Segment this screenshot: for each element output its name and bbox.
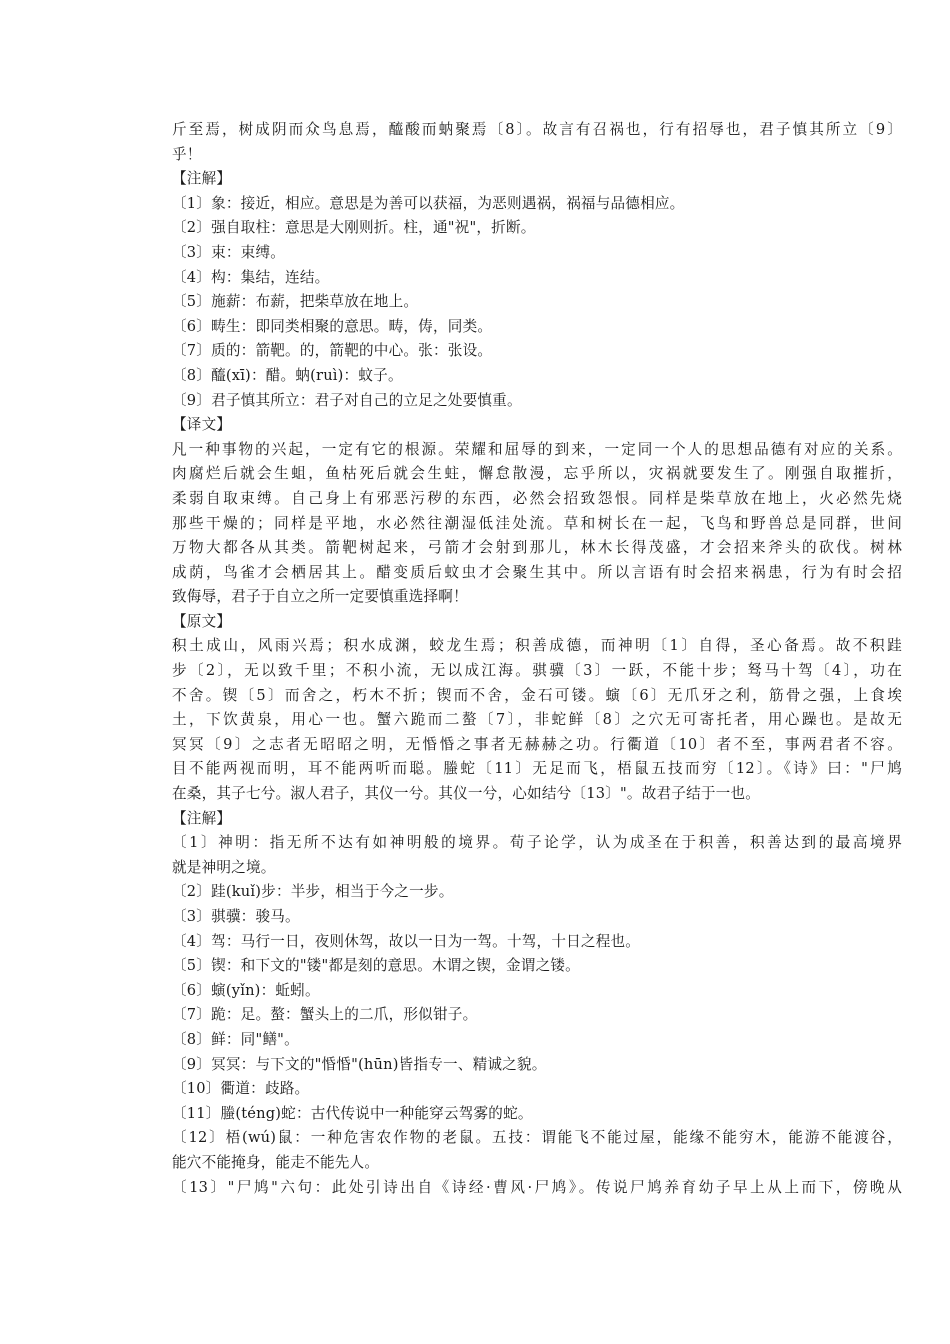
text-line: 柔弱自取束缚。自己身上有邪恶污秽的东西，必然会招致怨恨。同样是柴草放在地上，火必然先烧 (172, 489, 902, 507)
text-line: 就是神明之境。 (172, 858, 276, 876)
text-line: 冥冥〔9〕之志者无昭昭之明，无惛惛之事者无赫赫之功。行衢道〔10〕者不至，事两君者不容。 (172, 735, 902, 753)
text-line: 致侮辱，君子于自立之所一定要慎重选择啊！ (172, 588, 468, 606)
text-line: 〔5〕锲：和下文的"镂"都是刻的意思。木谓之锲，金谓之镂。 (172, 957, 580, 975)
text-line: 万物大都各从其类。箭靶树起来，弓箭才会射到那儿，林木长得茂盛，才会招来斧头的砍伐。树林 (172, 539, 902, 557)
text-line: 〔2〕强自取柱：意思是大刚则折。柱，通"祝"，折断。 (172, 219, 536, 237)
text-line: 能穴不能掩身，能走不能先人。 (172, 1153, 380, 1171)
text-line: 〔8〕鲜：同"鳝"。 (172, 1030, 299, 1048)
text-line: 〔13〕"尸鸠"六句：此处引诗出自《诗经·曹风·尸鸠》。传说尸鸠养育幼子早上从上而下，傍晚从 (172, 1178, 902, 1196)
text-line: 凡一种事物的兴起，一定有它的根源。荣耀和屈辱的到来，一定同一个人的思想品德有对应的关系。 (172, 440, 902, 458)
text-line: 〔8〕醯(xī)：醋。蚋(ruì)：蚊子。 (172, 366, 403, 384)
text-line: 〔2〕跬(kuǐ)步：半步，相当于今之一步。 (172, 883, 454, 901)
text-line: 〔7〕跪：足。螯：蟹头上的二爪，形似钳子。 (172, 1006, 478, 1024)
text-line: 在桑，其子七兮。淑人君子，其仪一兮。其仪一兮，心如结兮〔13〕"。故君子结于一也。 (172, 785, 761, 803)
text-line: 那些干燥的；同样是平地，水必然往潮湿低洼处流。草和树长在一起，飞鸟和野兽总是同群，世间 (172, 514, 902, 532)
text-line: 〔1〕神明：指无所不达有如神明般的境界。荀子论学，认为成圣在于积善，积善达到的最高境界 (172, 834, 902, 852)
text-line: 〔3〕骐骥：骏马。 (172, 908, 300, 925)
document-body (172, 118, 902, 1200)
text-line: 积土成山，风雨兴焉；积水成渊，蛟龙生焉；积善成德，而神明〔1〕自得，圣心备焉。故不积跬 (172, 637, 902, 655)
text-line: 〔5〕施薪：布薪，把柴草放在地上。 (172, 293, 419, 311)
text-line: 〔9〕君子慎其所立：君子对自己的立足之处要慎重。 (172, 391, 522, 409)
text-line: 肉腐烂后就会生蛆，鱼枯死后就会生蛀，懈怠散漫，忘乎所以，灾祸就要发生了。刚强自取摧折， (172, 465, 902, 483)
text-line: 目不能两视而明，耳不能两听而聪。螣蛇〔11〕无足而飞，梧鼠五技而穷〔12〕。《诗》曰："尸鸠 (172, 760, 902, 778)
text-line: 【译文】 (172, 416, 232, 434)
text-line: 〔12〕梧(wú)鼠：一种危害农作物的老鼠。五技：谓能飞不能过屋，能缘不能穷木，能游不能渡谷， (172, 1129, 902, 1147)
text-line: 成荫，鸟雀才会栖居其上。醋变质后蚊虫才会聚生其中。所以言语有时会招来祸患，行为有时会招 (172, 563, 902, 581)
text-line: 〔10〕衢道：歧路。 (172, 1080, 310, 1098)
text-line: 〔4〕驾：马行一日，夜则休驾，故以一日为一驾。十驾，十日之程也。 (172, 932, 641, 950)
text-line: 土，下饮黄泉，用心一也。蟹六跪而二螯〔7〕，非蛇鲜〔8〕之穴无可寄托者，用心躁也。是故无 (172, 711, 902, 729)
text-line: 步〔2〕，无以致千里；不积小流，无以成江海。骐骥〔3〕一跃，不能十步；驽马十驾〔4〕，功在 (172, 662, 902, 680)
text-line: 〔6〕畴生：即同类相聚的意思。畴，俦，同类。 (172, 317, 493, 335)
text-line: 〔6〕螾(yǐn)：蚯蚓。 (172, 981, 320, 999)
text-line: 不舍。锲〔5〕而舍之，朽木不折；锲而不舍，金石可镂。螾〔6〕无爪牙之利，筋骨之强，上食埃 (172, 686, 902, 704)
text-line: 乎！ (172, 145, 202, 163)
text-line: 〔11〕螣(téng)蛇：古代传说中一种能穿云驾雾的蛇。 (172, 1104, 533, 1122)
text-line: 〔9〕冥冥：与下文的"惛惛"(hūn)皆指专一、精诚之貌。 (172, 1055, 547, 1073)
text-line: 斤至焉，树成阴而众鸟息焉，醯酸而蚋聚焉〔8〕。故言有召祸也，行有招辱也，君子慎其所立〔9〕 (172, 121, 902, 138)
text-line: 〔4〕构：集结，连结。 (172, 268, 330, 286)
text-line: 【注解】 (172, 809, 232, 827)
text-line: 〔1〕象：接近，相应。意思是为善可以获福，为恶则遇祸，祸福与品德相应。 (172, 194, 685, 212)
text-line: 〔3〕束：束缚。 (172, 243, 286, 261)
text-line: 【原文】 (172, 612, 232, 630)
text-line: 【注解】 (172, 170, 232, 188)
text-line: 〔7〕质的：箭靶。的，箭靶的中心。张：张设。 (172, 342, 493, 360)
